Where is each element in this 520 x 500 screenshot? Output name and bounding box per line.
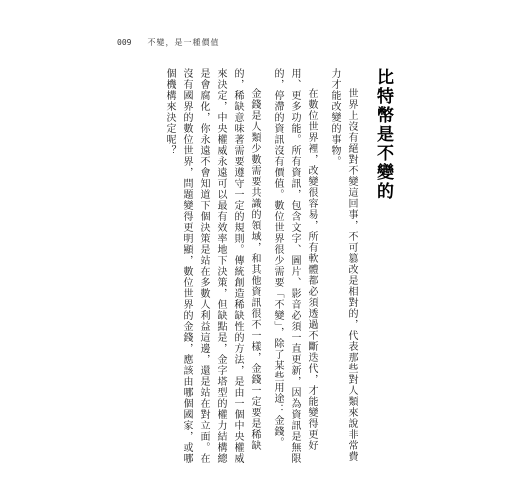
chapter-title: 不變，是一種價值: [147, 37, 220, 47]
vertical-body-text: [161, 68, 393, 468]
section-heading: 比特幣是不變的: [373, 68, 393, 201]
paragraph-1: 世界上沒有絕對不變這回事，不可篡改是相對的，代表那些對人類來說非常費力才能改變的事物。: [329, 68, 357, 462]
paragraph-2: 在數位世界裡，改變很容易，所有軟體都必須透過不斷迭代，才能變得更好用、更多功能。所有資訊，包含文字、圖片、影音必須一直更新，因為資訊是無限的，停滯的資訊沒有價值。數位世界很少需要「不變」，除了某些用途：金錢。: [272, 68, 317, 464]
paragraph-3: 金錢是人類少數需要共識的領域，和其他資訊很不一樣，金錢一定要是稀缺的，稀缺意味著需要遵守一定的規則。傳統創造稀缺性的方法，是由一個中央權威來決定，中央權威永遠可以最有效率地下決策，但缺點是，金字塔型的權力結構總是會腐化，你永遠不會知道下個決策是站在多數人利益這邊，還是站在對立面。在沒有國界的數位世界，問題變得更明顯，數位世界的金錢，應該由哪個國家，或哪個機構來決定呢？: [164, 68, 260, 464]
running-head: [117, 35, 219, 49]
page-number: 009: [117, 37, 132, 47]
